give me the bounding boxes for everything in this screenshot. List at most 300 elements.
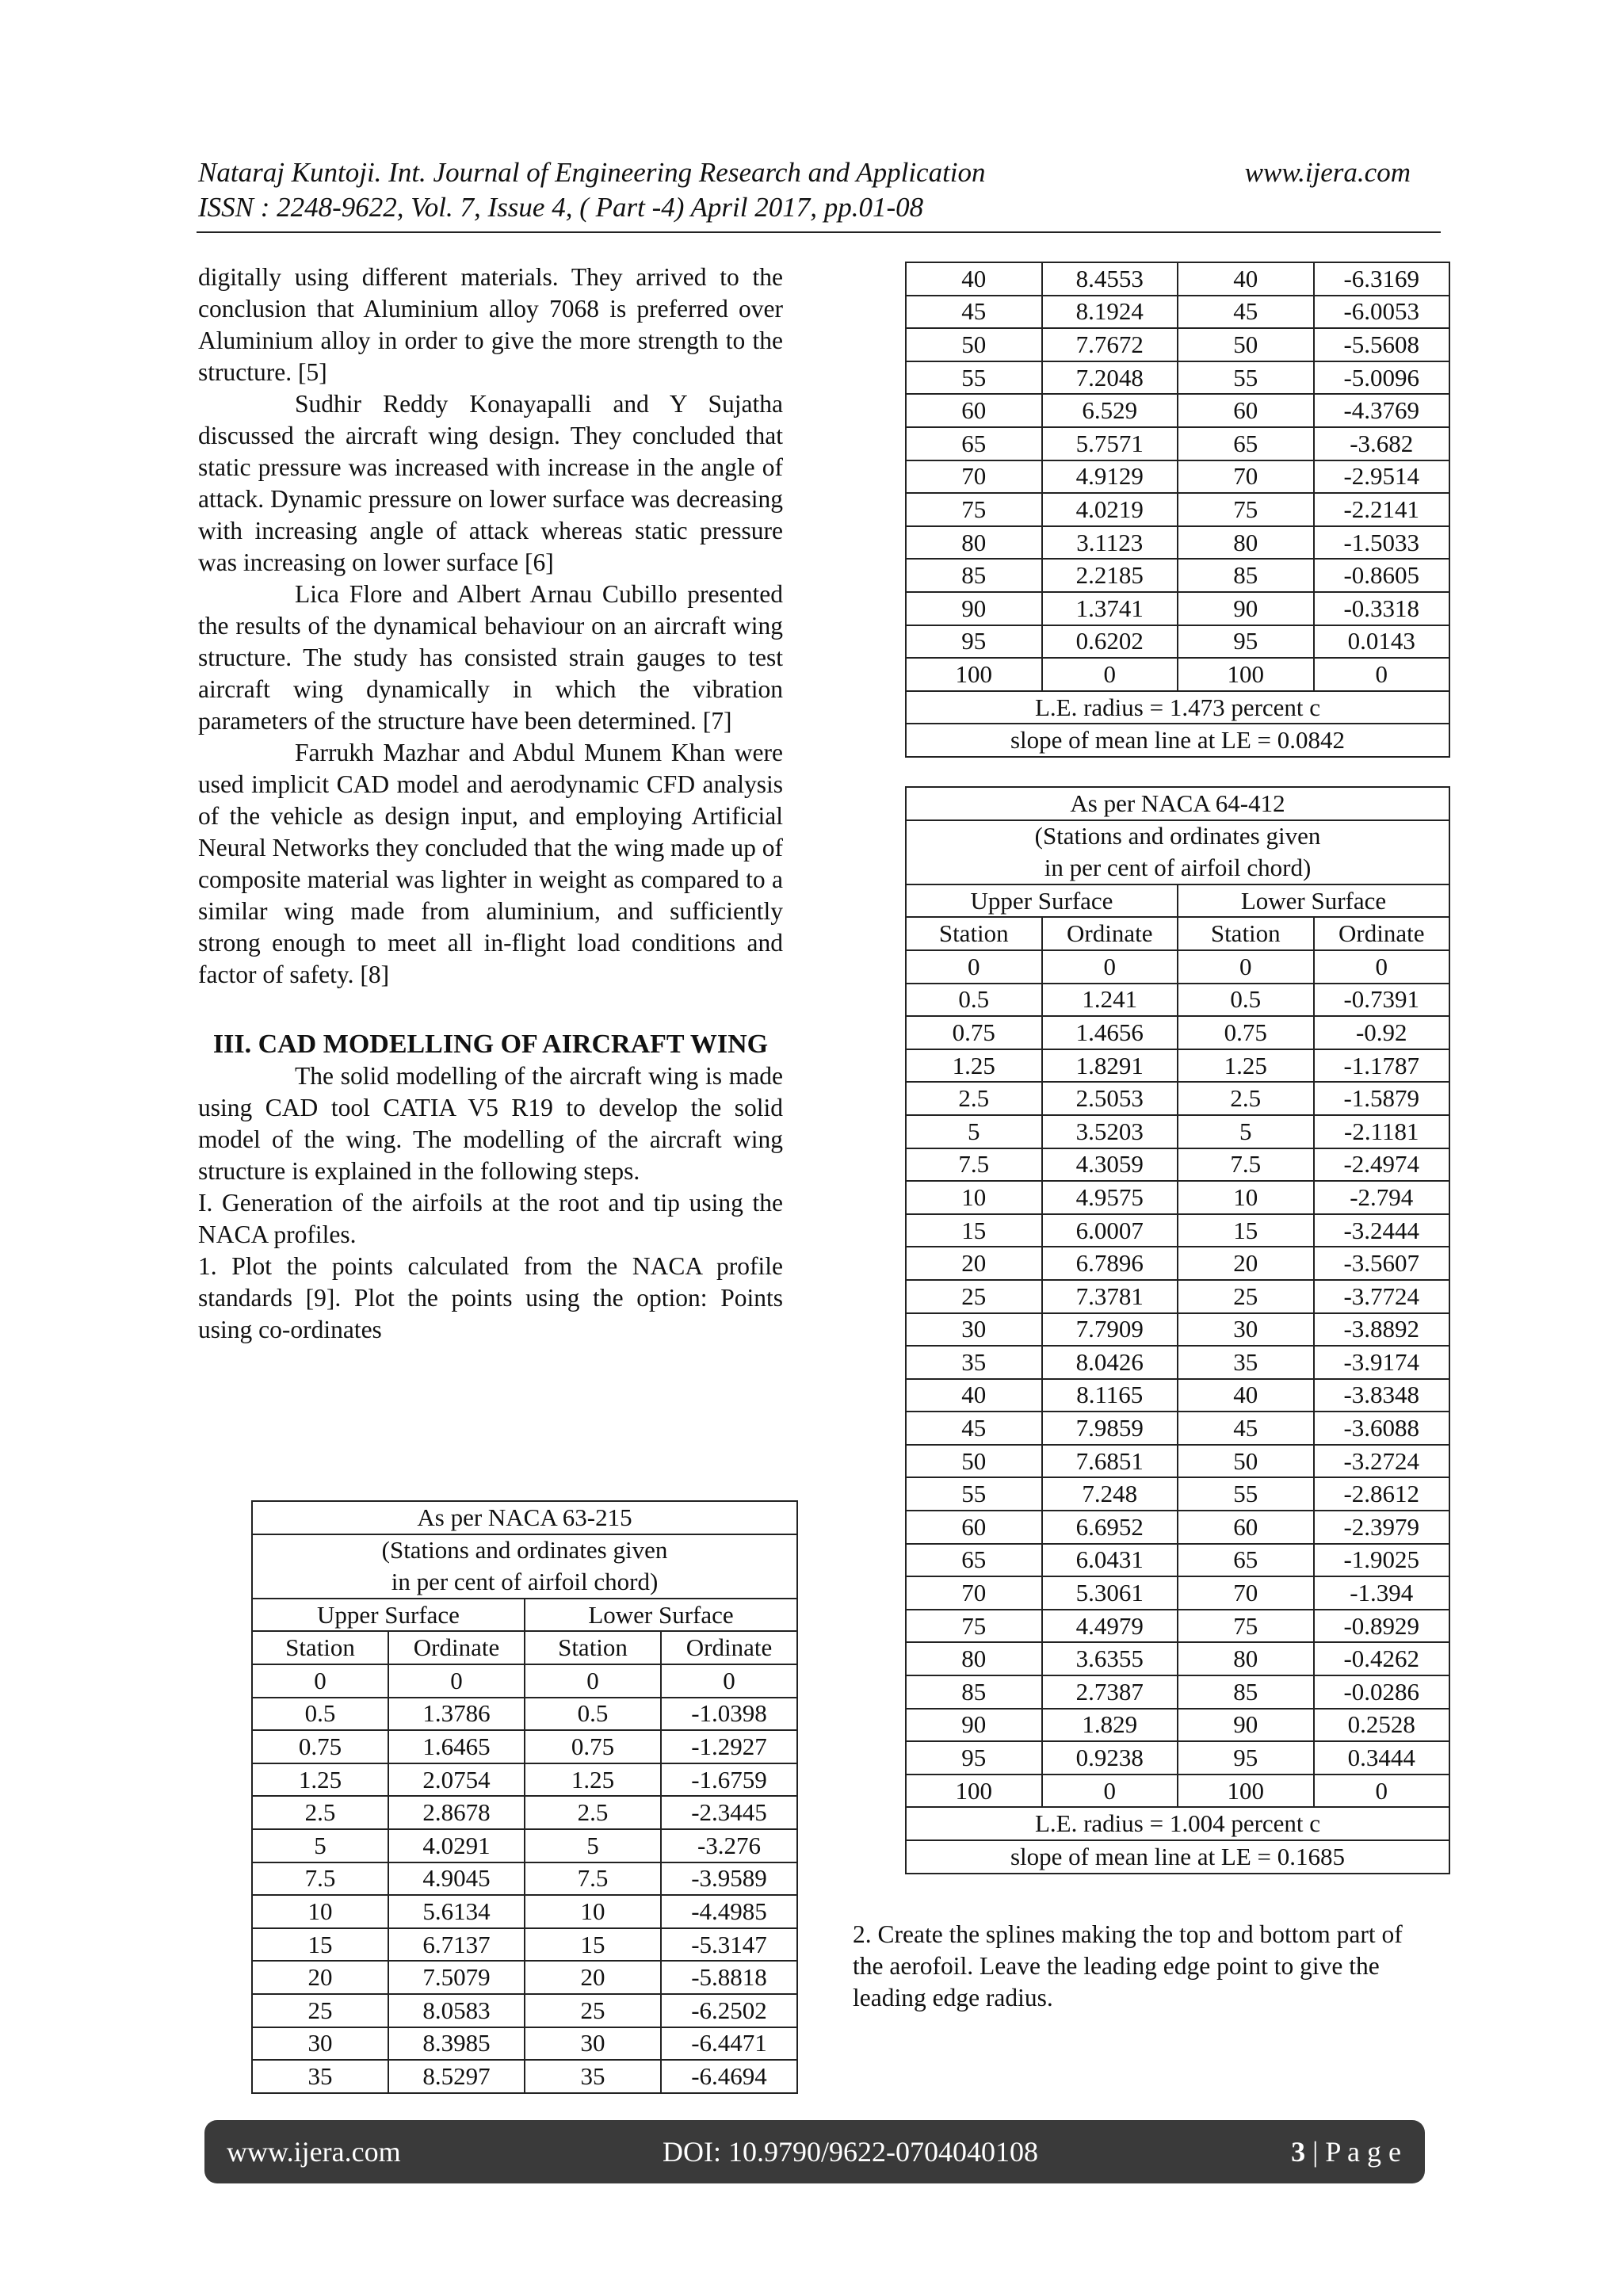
station-cell: 0.75: [252, 1730, 388, 1763]
ordinate-cell: -2.2141: [1314, 493, 1450, 526]
ordinate-cell: 6.7137: [388, 1928, 525, 1962]
ordinate-cell: 1.829: [1042, 1709, 1178, 1742]
paragraph: Lica Flore and Albert Arnau Cubillo presented the results of the dynamical behaviour on an aircraft wing structure. The study has consisted strain gauges to test aircraft wing dynamically in which the vibration parameters of the structure have been determined. [7]: [198, 580, 783, 735]
table-row: [252, 1763, 797, 1797]
table-row: [906, 1049, 1449, 1083]
table-row: [906, 427, 1449, 460]
table-subtitle: (Stations and ordinates given: [252, 1534, 797, 1567]
station-cell: 1.25: [252, 1763, 388, 1797]
station-cell: 85: [1178, 559, 1314, 592]
ordinate-cell: -3.9174: [1314, 1346, 1450, 1379]
ordinate-cell: 5.3061: [1042, 1576, 1178, 1610]
ordinate-cell: -5.5608: [1314, 328, 1450, 361]
paragraph: digitally using different materials. They arrived to the conclusion that Aluminium alloy 7068 is preferred over Aluminium alloy in order to give the more strength to the structure. [5]: [198, 263, 783, 386]
ordinate-cell: 7.248: [1042, 1477, 1178, 1511]
ordinate-cell: 8.5297: [388, 2060, 525, 2093]
table-row: [252, 1796, 797, 1829]
station-cell: 75: [906, 493, 1042, 526]
ordinate-cell: -5.8818: [661, 1961, 797, 1994]
table-row: [906, 1247, 1449, 1280]
ordinate-cell: 0: [1314, 658, 1450, 691]
table-row: [252, 1664, 797, 1698]
table-row: [906, 950, 1449, 984]
table-row: [906, 328, 1449, 361]
ordinate-cell: -1.394: [1314, 1576, 1450, 1610]
table-row: [906, 1313, 1449, 1347]
naca-63-215-table-continued: [905, 262, 1450, 758]
ordinate-cell: 2.2185: [1042, 559, 1178, 592]
page-footer: [204, 2120, 1425, 2183]
ordinate-cell: -3.7724: [1314, 1280, 1450, 1313]
ordinate-cell: -0.8605: [1314, 559, 1450, 592]
station-cell: 1.25: [906, 1049, 1042, 1083]
station-cell: 60: [1178, 394, 1314, 427]
ordinate-cell: 2.8678: [388, 1796, 525, 1829]
table-row: [906, 1642, 1449, 1675]
ordinate-cell: 1.3741: [1042, 592, 1178, 625]
ordinate-cell: 6.6952: [1042, 1511, 1178, 1544]
ordinate-cell: 7.7672: [1042, 328, 1178, 361]
ordinate-cell: 8.4553: [1042, 262, 1178, 296]
station-cell: 20: [906, 1247, 1042, 1280]
table-row: [906, 1115, 1449, 1148]
station-cell: 0.5: [1178, 984, 1314, 1017]
ordinate-cell: 3.5203: [1042, 1115, 1178, 1148]
station-cell: 0: [252, 1664, 388, 1698]
station-cell: 40: [906, 1379, 1042, 1412]
table-row: [906, 1511, 1449, 1544]
station-cell: 2.5: [906, 1082, 1042, 1115]
station-cell: 80: [906, 526, 1042, 560]
ordinate-cell: 8.1924: [1042, 296, 1178, 329]
table-row: [906, 1576, 1449, 1610]
ordinate-cell: -1.5033: [1314, 526, 1450, 560]
station-cell: 0.5: [906, 984, 1042, 1017]
ordinate-cell: -1.9025: [1314, 1544, 1450, 1577]
station-cell: 50: [906, 1445, 1042, 1478]
table-row: [252, 2060, 797, 2093]
ordinate-cell: 0: [1042, 1775, 1178, 1808]
station-cell: 65: [1178, 427, 1314, 460]
station-cell: 0.5: [252, 1698, 388, 1731]
ordinate-cell: -0.0286: [1314, 1675, 1450, 1709]
le-radius: L.E. radius = 1.473 percent c: [906, 691, 1449, 724]
ordinate-cell: -2.3445: [661, 1796, 797, 1829]
page-label: | P a g e: [1305, 2136, 1401, 2168]
table-row: [252, 1829, 797, 1862]
station-cell: 80: [906, 1642, 1042, 1675]
station-cell: 10: [1178, 1181, 1314, 1214]
table-title: As per NACA 64-412: [906, 787, 1449, 820]
table-row: [906, 1181, 1449, 1214]
station-cell: 20: [252, 1961, 388, 1994]
table-row: [906, 296, 1449, 329]
ordinate-cell: -4.4985: [661, 1895, 797, 1928]
station-cell: 85: [906, 559, 1042, 592]
ordinate-cell: -6.3169: [1314, 262, 1450, 296]
ordinate-cell: 8.0426: [1042, 1346, 1178, 1379]
ordinate-cell: 7.6851: [1042, 1445, 1178, 1478]
station-cell: 90: [1178, 592, 1314, 625]
table-row: [906, 394, 1449, 427]
station-cell: 0: [525, 1664, 661, 1698]
ordinate-cell: 1.3786: [388, 1698, 525, 1731]
ordinate-cell: 0.3444: [1314, 1741, 1450, 1775]
table-row: [906, 526, 1449, 560]
ordinate-cell: 7.3781: [1042, 1280, 1178, 1313]
ordinate-cell: -6.2502: [661, 1994, 797, 2027]
paragraph: The solid modelling of the aircraft wing is made using CAD tool CATIA V5 R19 to develop the solid model of the wing. The modelling of the aircraft wing structure is explained in the following steps.: [198, 1062, 783, 1185]
station-cell: 30: [525, 2027, 661, 2061]
table-row: [252, 1698, 797, 1731]
station-cell: 2.5: [525, 1796, 661, 1829]
station-cell: 40: [906, 262, 1042, 296]
column-header: Station: [1178, 917, 1314, 950]
page-number: 3: [1291, 2136, 1306, 2168]
station-cell: 35: [252, 2060, 388, 2093]
ordinate-cell: -6.0053: [1314, 296, 1450, 329]
station-cell: 25: [906, 1280, 1042, 1313]
station-cell: 5: [1178, 1115, 1314, 1148]
ordinate-cell: 6.7896: [1042, 1247, 1178, 1280]
ordinate-cell: -1.6759: [661, 1763, 797, 1797]
table-row: [252, 1730, 797, 1763]
station-cell: 35: [525, 2060, 661, 2093]
table-row: [906, 460, 1449, 494]
station-cell: 55: [906, 1477, 1042, 1511]
ordinate-cell: 0: [388, 1664, 525, 1698]
station-cell: 60: [1178, 1511, 1314, 1544]
ordinate-cell: 2.5053: [1042, 1082, 1178, 1115]
lower-surface-header: Lower Surface: [1178, 884, 1449, 918]
station-cell: 40: [1178, 262, 1314, 296]
station-cell: 35: [1178, 1346, 1314, 1379]
station-cell: 20: [525, 1961, 661, 1994]
station-cell: 25: [525, 1994, 661, 2027]
table-row: [906, 1610, 1449, 1643]
ordinate-cell: 4.9129: [1042, 460, 1178, 494]
ordinate-cell: 1.4656: [1042, 1016, 1178, 1049]
ordinate-cell: -5.0096: [1314, 361, 1450, 395]
station-cell: 55: [906, 361, 1042, 395]
running-header-line1: [198, 155, 1411, 190]
le-radius: L.E. radius = 1.004 percent c: [906, 1807, 1449, 1840]
column-header: Ordinate: [661, 1631, 797, 1664]
table-row: [906, 1477, 1449, 1511]
station-cell: 85: [906, 1675, 1042, 1709]
ordinate-cell: 7.2048: [1042, 361, 1178, 395]
station-cell: 20: [1178, 1247, 1314, 1280]
table-row: [906, 1016, 1449, 1049]
ordinate-cell: 5.7571: [1042, 427, 1178, 460]
ordinate-cell: -6.4694: [661, 2060, 797, 2093]
paragraph: I. Generation of the airfoils at the root and tip using the NACA profiles.: [198, 1189, 783, 1248]
upper-surface-header: Upper Surface: [252, 1599, 525, 1632]
ordinate-cell: 7.5079: [388, 1961, 525, 1994]
station-cell: 80: [1178, 1642, 1314, 1675]
station-cell: 45: [906, 1412, 1042, 1445]
column-header: Station: [252, 1631, 388, 1664]
station-cell: 85: [1178, 1675, 1314, 1709]
ordinate-cell: 7.9859: [1042, 1412, 1178, 1445]
ordinate-cell: 0.2528: [1314, 1709, 1450, 1742]
table-subtitle: (Stations and ordinates given: [906, 820, 1449, 853]
station-cell: 60: [906, 394, 1042, 427]
table-row: [906, 1445, 1449, 1478]
station-cell: 2.5: [252, 1796, 388, 1829]
station-cell: 55: [1178, 361, 1314, 395]
ordinate-cell: -0.92: [1314, 1016, 1450, 1049]
ordinate-cell: 1.241: [1042, 984, 1178, 1017]
station-cell: 2.5: [1178, 1082, 1314, 1115]
station-cell: 0.5: [525, 1698, 661, 1731]
table-row: [906, 625, 1449, 659]
ordinate-cell: 0: [1042, 950, 1178, 984]
station-cell: 100: [1178, 1775, 1314, 1808]
station-cell: 75: [906, 1610, 1042, 1643]
station-cell: 25: [1178, 1280, 1314, 1313]
ordinate-cell: 2.7387: [1042, 1675, 1178, 1709]
station-cell: 65: [1178, 1544, 1314, 1577]
ordinate-cell: 4.0291: [388, 1829, 525, 1862]
station-cell: 5: [525, 1829, 661, 1862]
station-cell: 75: [1178, 493, 1314, 526]
station-cell: 25: [252, 1994, 388, 2027]
table-row: [906, 1741, 1449, 1775]
station-cell: 90: [906, 1709, 1042, 1742]
ordinate-cell: -3.8348: [1314, 1379, 1450, 1412]
table-subtitle: in per cent of airfoil chord): [906, 852, 1449, 884]
ordinate-cell: -3.6088: [1314, 1412, 1450, 1445]
station-cell: 7.5: [906, 1148, 1042, 1182]
ordinate-cell: -1.1787: [1314, 1049, 1450, 1083]
upper-surface-header: Upper Surface: [906, 884, 1178, 918]
station-cell: 70: [906, 460, 1042, 494]
station-cell: 0: [906, 950, 1042, 984]
table-row: [906, 984, 1449, 1017]
paragraph: Sudhir Reddy Konayapalli and Y Sujatha discussed the aircraft wing design. They concluded that static pressure was increased with increase in the angle of attack. Dynamic pressure on lower surface was decreasing with increasing angle of attack whereas static pressure was increasing on lower surface [6]: [198, 390, 783, 576]
right-column-text: [853, 1919, 1439, 2014]
table-row: [252, 1895, 797, 1928]
station-cell: 95: [1178, 625, 1314, 659]
journal-citation: Nataraj Kuntoji. Int. Journal of Engineering Research and Application: [198, 157, 986, 188]
footer-page-number: [1291, 2120, 1401, 2183]
station-cell: 30: [1178, 1313, 1314, 1347]
ordinate-cell: 8.3985: [388, 2027, 525, 2061]
ordinate-cell: 0: [1042, 658, 1178, 691]
station-cell: 100: [906, 658, 1042, 691]
running-header-line2: ISSN : 2248-9622, Vol. 7, Issue 4, ( Part -4) April 2017, pp.01-08: [198, 192, 924, 223]
ordinate-cell: -2.4974: [1314, 1148, 1450, 1182]
station-cell: 40: [1178, 1379, 1314, 1412]
mean-line-slope: slope of mean line at LE = 0.0842: [906, 724, 1449, 757]
table-row: [906, 1214, 1449, 1247]
ordinate-cell: -2.794: [1314, 1181, 1450, 1214]
ordinate-cell: 4.4979: [1042, 1610, 1178, 1643]
table-row: [906, 1082, 1449, 1115]
table-row: [252, 1961, 797, 1994]
station-cell: 1.25: [1178, 1049, 1314, 1083]
station-cell: 10: [906, 1181, 1042, 1214]
station-cell: 30: [252, 2027, 388, 2061]
station-cell: 95: [906, 625, 1042, 659]
ordinate-cell: -0.4262: [1314, 1642, 1450, 1675]
column-header: Ordinate: [1042, 917, 1178, 950]
paragraph: 2. Create the splines making the top and bottom part of the aerofoil. Leave the leading edge point to give the leading edge radius.: [853, 1920, 1403, 2011]
ordinate-cell: -5.3147: [661, 1928, 797, 1962]
station-cell: 7.5: [252, 1862, 388, 1896]
ordinate-cell: -0.8929: [1314, 1610, 1450, 1643]
station-cell: 65: [906, 427, 1042, 460]
ordinate-cell: -1.0398: [661, 1698, 797, 1731]
ordinate-cell: 8.1165: [1042, 1379, 1178, 1412]
station-cell: 10: [525, 1895, 661, 1928]
table-row: [906, 1280, 1449, 1313]
table-subtitle: in per cent of airfoil chord): [252, 1566, 797, 1599]
station-cell: 7.5: [1178, 1148, 1314, 1182]
naca-64-412-table: [905, 786, 1450, 1874]
station-cell: 70: [1178, 460, 1314, 494]
table-row: [252, 1994, 797, 2027]
station-cell: 45: [906, 296, 1042, 329]
station-cell: 50: [1178, 1445, 1314, 1478]
ordinate-cell: 6.0007: [1042, 1214, 1178, 1247]
ordinate-cell: 0.9238: [1042, 1741, 1178, 1775]
station-cell: 60: [906, 1511, 1042, 1544]
ordinate-cell: -0.7391: [1314, 984, 1450, 1017]
station-cell: 80: [1178, 526, 1314, 560]
station-cell: 95: [906, 1741, 1042, 1775]
station-cell: 35: [906, 1346, 1042, 1379]
station-cell: 0.75: [1178, 1016, 1314, 1049]
column-header: Station: [525, 1631, 661, 1664]
station-cell: 70: [1178, 1576, 1314, 1610]
table-row: [906, 1544, 1449, 1577]
column-header: Ordinate: [388, 1631, 525, 1664]
station-cell: 50: [1178, 328, 1314, 361]
station-cell: 90: [1178, 1709, 1314, 1742]
table-row: [252, 2027, 797, 2061]
station-cell: 100: [906, 1775, 1042, 1808]
ordinate-cell: 3.6355: [1042, 1642, 1178, 1675]
ordinate-cell: 6.0431: [1042, 1544, 1178, 1577]
ordinate-cell: 4.9575: [1042, 1181, 1178, 1214]
table-row: [906, 493, 1449, 526]
ordinate-cell: -3.9589: [661, 1862, 797, 1896]
ordinate-cell: 0.0143: [1314, 625, 1450, 659]
station-cell: 0.75: [525, 1730, 661, 1763]
left-column: [198, 262, 783, 1346]
ordinate-cell: -2.3979: [1314, 1511, 1450, 1544]
footer-doi: DOI: 10.9790/9622-0704040108: [663, 2136, 1038, 2168]
ordinate-cell: 8.0583: [388, 1994, 525, 2027]
ordinate-cell: 0: [661, 1664, 797, 1698]
section-heading: III. CAD MODELLING OF AIRCRAFT WING: [212, 1030, 769, 1059]
station-cell: 5: [906, 1115, 1042, 1148]
ordinate-cell: 5.6134: [388, 1895, 525, 1928]
station-cell: 15: [1178, 1214, 1314, 1247]
ordinate-cell: 0: [1314, 950, 1450, 984]
ordinate-cell: 2.0754: [388, 1763, 525, 1797]
ordinate-cell: -0.3318: [1314, 592, 1450, 625]
station-cell: 5: [252, 1829, 388, 1862]
station-cell: 7.5: [525, 1862, 661, 1896]
table-row: [906, 262, 1449, 296]
ordinate-cell: 4.3059: [1042, 1148, 1178, 1182]
station-cell: 100: [1178, 658, 1314, 691]
paragraph: Farrukh Mazhar and Abdul Munem Khan were used implicit CAD model and aerodynamic CFD analysis of the vehicle as design input, and employing Artificial Neural Networks they concluded that the wing made up of composite material was lighter in weight as compared to a similar wing made from aluminium, and sufficiently strong enough to meet all in-flight load conditions and factor of safety. [8]: [198, 739, 783, 988]
mean-line-slope: slope of mean line at LE = 0.1685: [906, 1840, 1449, 1874]
lower-surface-header: Lower Surface: [525, 1599, 797, 1632]
station-cell: 70: [906, 1576, 1042, 1610]
station-cell: 45: [1178, 296, 1314, 329]
ordinate-cell: 4.0219: [1042, 493, 1178, 526]
table-row: [906, 658, 1449, 691]
station-cell: 50: [906, 328, 1042, 361]
station-cell: 95: [1178, 1741, 1314, 1775]
table-row: [906, 1412, 1449, 1445]
journal-website[interactable]: www.ijera.com: [1244, 157, 1411, 188]
ordinate-cell: -2.1181: [1314, 1115, 1450, 1148]
table-row: [252, 1862, 797, 1896]
ordinate-cell: -6.4471: [661, 2027, 797, 2061]
ordinate-cell: -3.8892: [1314, 1313, 1450, 1347]
header-divider: [197, 231, 1441, 233]
table-row: [906, 361, 1449, 395]
station-cell: 55: [1178, 1477, 1314, 1511]
station-cell: 65: [906, 1544, 1042, 1577]
ordinate-cell: 0: [1314, 1775, 1450, 1808]
ordinate-cell: 6.529: [1042, 394, 1178, 427]
station-cell: 15: [906, 1214, 1042, 1247]
table-row: [906, 1709, 1449, 1742]
station-cell: 0.75: [906, 1016, 1042, 1049]
station-cell: 30: [906, 1313, 1042, 1347]
ordinate-cell: -1.2927: [661, 1730, 797, 1763]
ordinate-cell: -3.2724: [1314, 1445, 1450, 1478]
table-row: [252, 1928, 797, 1962]
ordinate-cell: 1.6465: [388, 1730, 525, 1763]
ordinate-cell: -1.5879: [1314, 1082, 1450, 1115]
column-header: Station: [906, 917, 1042, 950]
station-cell: 1.25: [525, 1763, 661, 1797]
footer-website[interactable]: www.ijera.com: [227, 2136, 401, 2168]
table-row: [906, 1379, 1449, 1412]
ordinate-cell: -3.2444: [1314, 1214, 1450, 1247]
ordinate-cell: -3.682: [1314, 427, 1450, 460]
ordinate-cell: 7.7909: [1042, 1313, 1178, 1347]
table-row: [906, 1775, 1449, 1808]
ordinate-cell: -4.3769: [1314, 394, 1450, 427]
station-cell: 90: [906, 592, 1042, 625]
naca-63-215-table: [251, 1500, 798, 2094]
table-row: [906, 1346, 1449, 1379]
ordinate-cell: 1.8291: [1042, 1049, 1178, 1083]
station-cell: 15: [525, 1928, 661, 1962]
table-row: [906, 1675, 1449, 1709]
table-row: [906, 592, 1449, 625]
column-header: Ordinate: [1314, 917, 1450, 950]
table-row: [906, 559, 1449, 592]
station-cell: 10: [252, 1895, 388, 1928]
ordinate-cell: -3.5607: [1314, 1247, 1450, 1280]
station-cell: 45: [1178, 1412, 1314, 1445]
ordinate-cell: -3.276: [661, 1829, 797, 1862]
ordinate-cell: -2.9514: [1314, 460, 1450, 494]
paragraph: 1. Plot the points calculated from the NACA profile standards [9]. Plot the points using the option: Points using co-ordinates: [198, 1252, 783, 1343]
ordinate-cell: 0.6202: [1042, 625, 1178, 659]
ordinate-cell: 3.1123: [1042, 526, 1178, 560]
